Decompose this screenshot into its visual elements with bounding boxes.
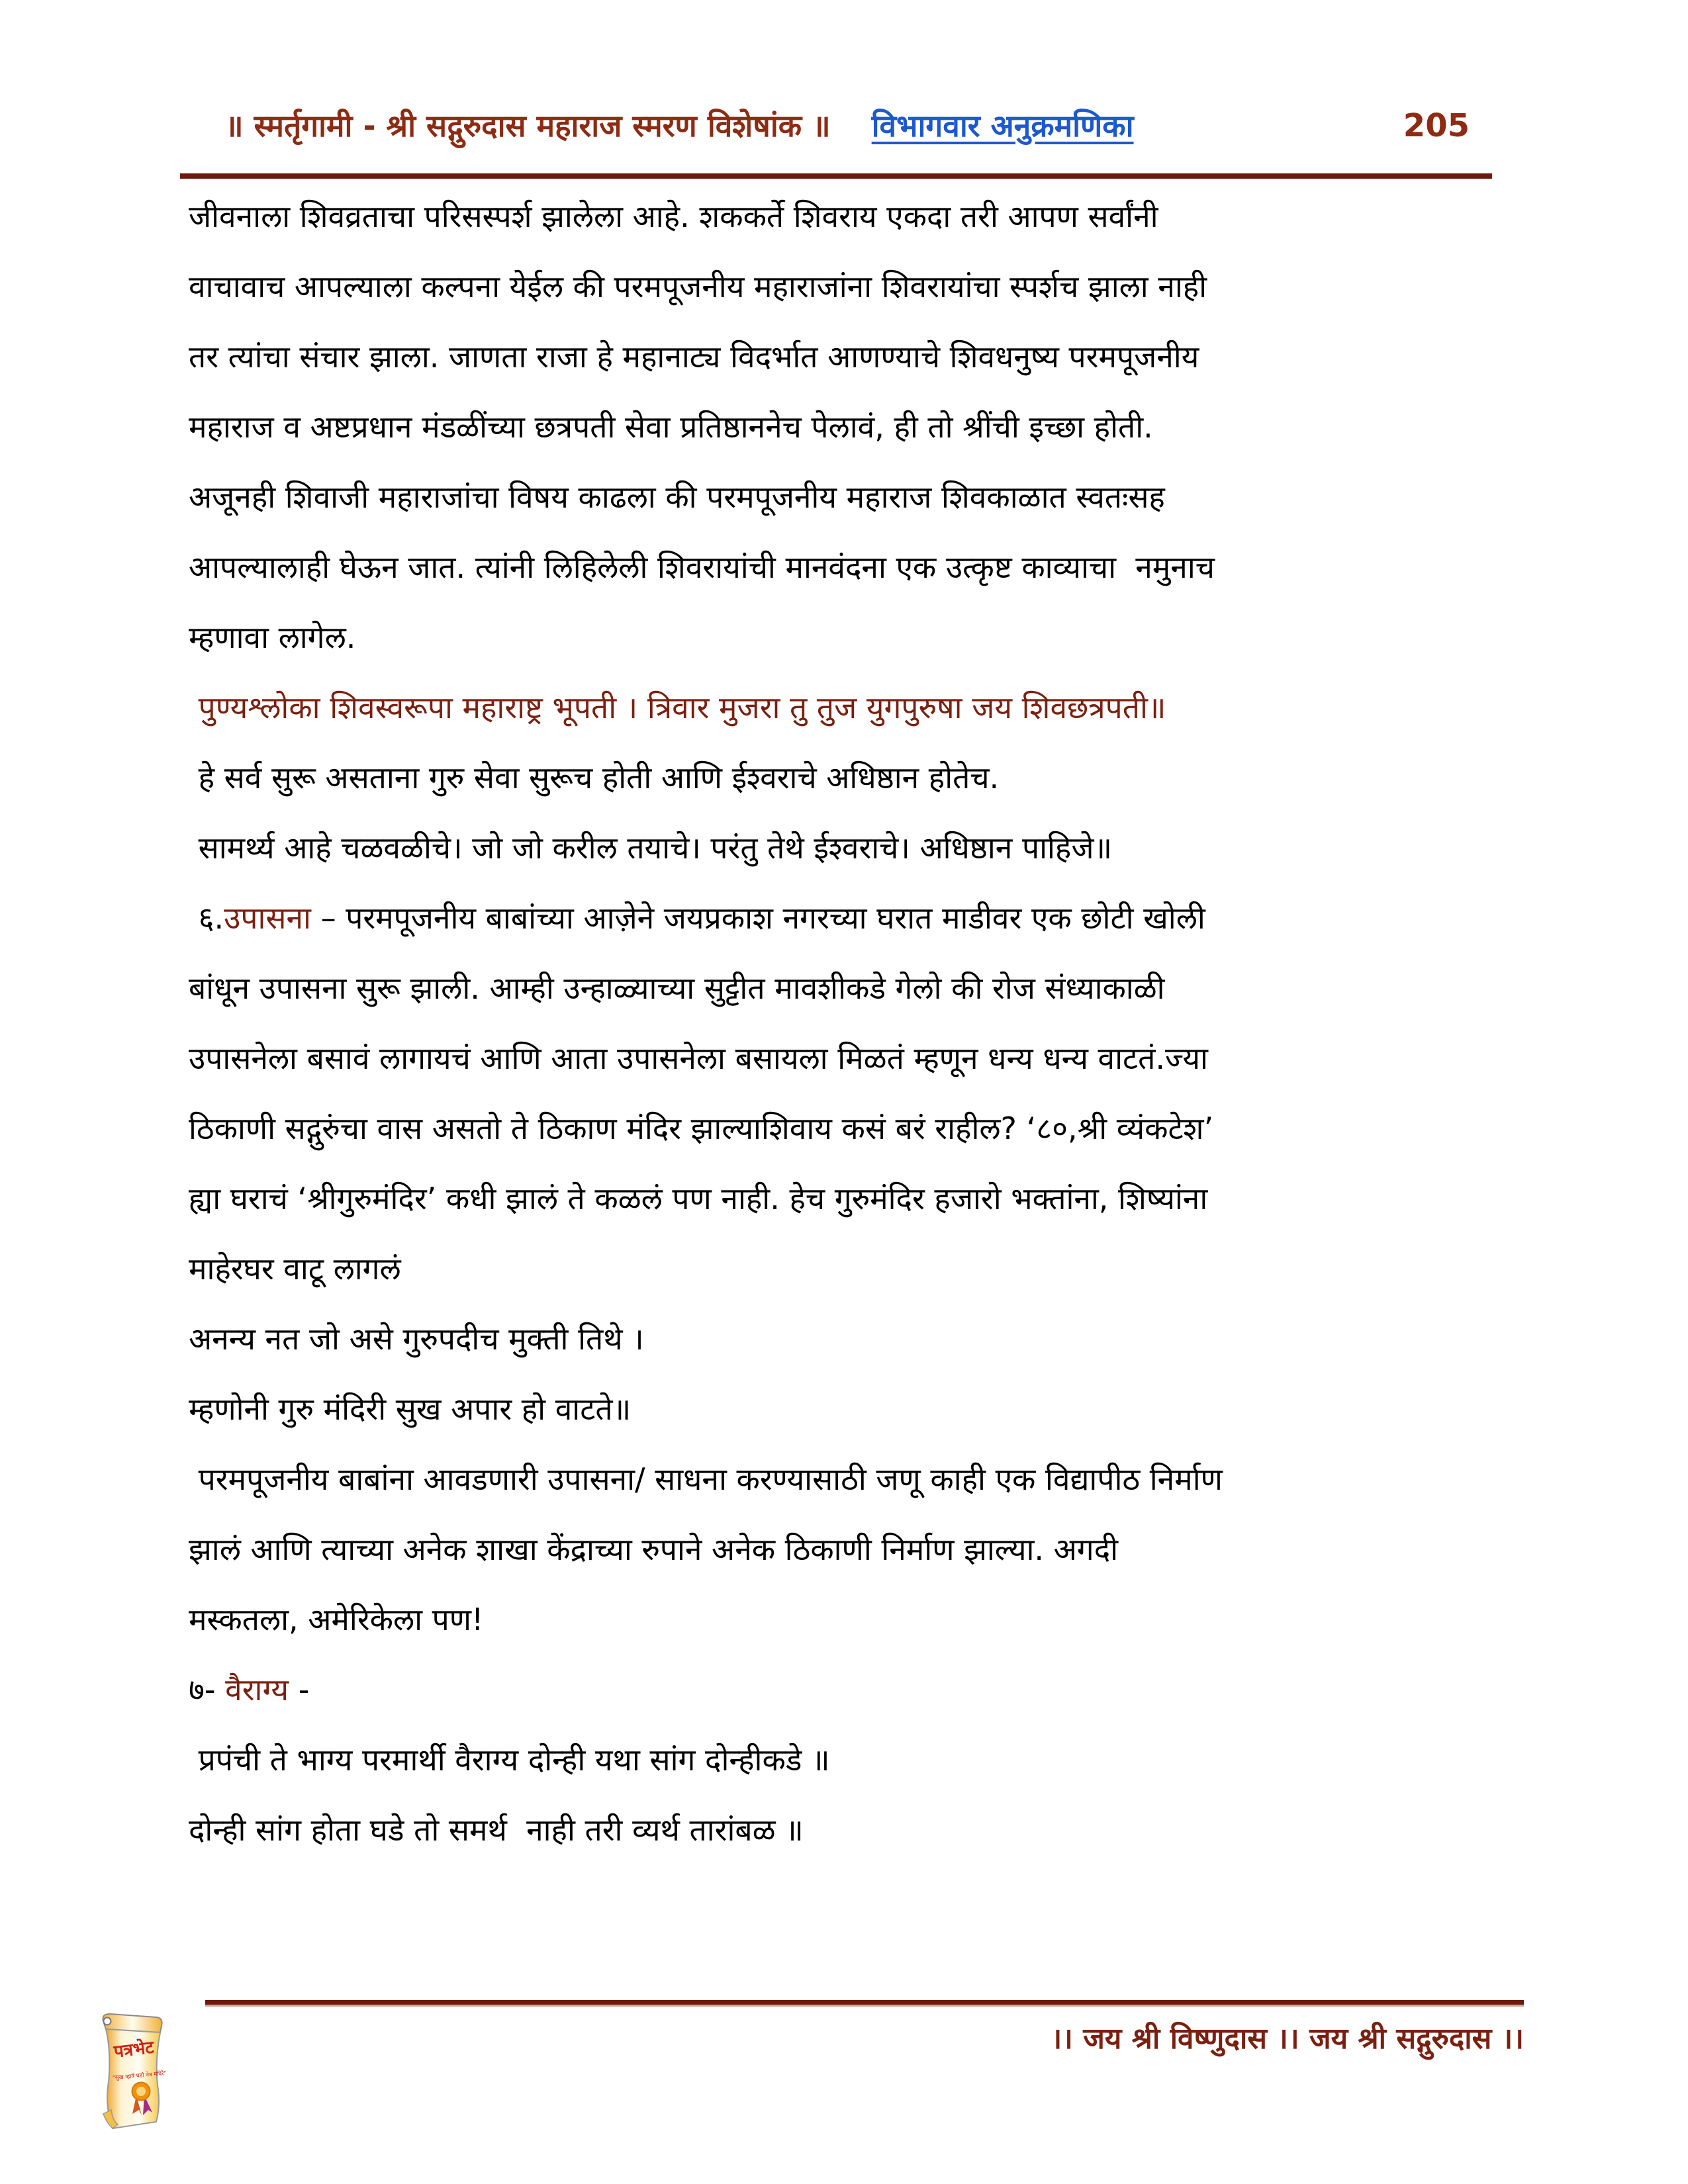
footer-divider xyxy=(205,2000,1524,2007)
text-line xyxy=(189,532,1526,602)
text-segment: मस्कतला, अमेरिकेला पण! xyxy=(189,1602,484,1637)
page-header xyxy=(225,105,1470,146)
text-line xyxy=(189,251,1526,322)
text-segment: - xyxy=(289,1672,310,1707)
text-segment: आपल्यालाही घेऊन जात. त्यांनी लिहिलेली शिवरायांची मानवंदना एक उत्कृष्ट काव्याचा नमुनाच xyxy=(189,549,1215,585)
text-line xyxy=(189,743,1526,813)
logo-title: पत्रभेट xyxy=(113,2037,156,2062)
text-line xyxy=(189,1234,1526,1304)
text-segment: ६. xyxy=(189,900,224,936)
text-segment: उपासनेला बसावं लागायचं आणि आता उपासनेला बसायला मिळतं म्हणून धन्य धन्य वाटतं.ज्या xyxy=(189,1040,1208,1076)
text-line xyxy=(189,1444,1526,1514)
body-text xyxy=(189,181,1526,1865)
text-line xyxy=(189,1093,1526,1163)
text-line xyxy=(189,1655,1526,1725)
text-segment: ७- xyxy=(189,1672,226,1707)
text-line xyxy=(189,1514,1526,1584)
text-segment: झालं आणि त्याच्या अनेक शाखा केंद्राच्या रुपाने अनेक ठिकाणी निर्माण झाल्या. अगदी xyxy=(189,1531,1119,1567)
text-segment: बांधून उपासना सुरू झाली. आम्ही उन्हाळ्याच्या सुट्टीत मावशीकडे गेलो की रोज संध्याकाळी xyxy=(189,970,1165,1006)
text-segment: दोन्ही सांग होता घडे तो समर्थ नाही तरी व्यर्थ तारांबळ ॥ xyxy=(189,1812,804,1848)
text-line xyxy=(189,181,1526,251)
logo-tagline: "सुख व्हावे घडो नेत्र मंदिरे" xyxy=(112,2070,167,2082)
text-line xyxy=(189,1023,1526,1093)
text-line xyxy=(189,953,1526,1023)
text-segment: म्हणोनी गुरु मंदिरी सुख अपार हो वाटते॥ xyxy=(189,1391,632,1427)
text-segment: अजूनही शिवाजी महाराजांचा विषय काढला की परमपूजनीय महाराज शिवकाळात स्वतःसह xyxy=(189,479,1165,515)
page-title: ॥ स्मर्तृगामी - श्री सद्गुरुदास महाराज स्मरण विशेषांक ॥ xyxy=(225,108,831,144)
text-segment: महाराज व अष्टप्रधान मंडळींच्या छत्रपती सेवा प्रतिष्ठाननेच पेलावं, ही तो श्रींची इच्छा होती. xyxy=(189,409,1153,445)
text-segment: सामर्थ्य आहे चळवळीचे। जो जो करील तयाचे। परंतु तेथे ईश्वराचे। अधिष्ठान पाहिजे॥ xyxy=(189,830,1113,866)
text-segment: म्हणावा लागेल. xyxy=(189,619,356,655)
text-segment: तर त्यांचा संचार झाला. जाणता राजा हे महानाट्य विदर्भात आणण्याचे शिवधनुष्य परमपूजनीय xyxy=(189,339,1199,375)
text-segment: माहेरघर वाटू लागलं xyxy=(189,1251,401,1287)
text-line xyxy=(189,813,1526,883)
footer-blessing: ।। जय श्री विष्णुदास ।। जय श्री सद्गुरुदास ।। xyxy=(1051,2022,1524,2056)
text-line xyxy=(189,1374,1526,1444)
text-segment: हे सर्व सुरू असताना गुरु सेवा सुरूच होती आणि ईश्वराचे अधिष्ठान होतेच. xyxy=(189,760,1000,796)
text-line xyxy=(189,1584,1526,1655)
text-line xyxy=(189,462,1526,532)
text-segment: अनन्य नत जो असे गुरुपदीच मुक्ती तिथे । xyxy=(189,1321,644,1357)
text-segment: ठिकाणी सद्गुरुंचा वास असतो ते ठिकाण मंदिर झाल्याशिवाय कसं बरं राहील? ‘८०,श्री व्यंकटेश’ xyxy=(189,1111,1214,1146)
text-segment: – परमपूजनीय बाबांच्या आज़ेने जयप्रकाश नगरच्या घरात माडीवर एक छोटी खोली xyxy=(310,900,1205,936)
text-segment: प्रपंची ते भाग्य परमार्थी वैराग्य दोन्ही यथा सांग दोन्हीकडे ॥ xyxy=(189,1742,830,1778)
footer-divider-dark-line xyxy=(205,2000,1524,2005)
accent-text-segment: पुण्यश्लोका शिवस्वरूपा महाराष्ट्र भूपती । त्रिवार मुजरा तु तुज युगपुरुषा जय शिवछत्रपती॥ xyxy=(189,690,1166,725)
text-line xyxy=(189,1725,1526,1795)
text-line xyxy=(189,1163,1526,1234)
text-line xyxy=(189,1795,1526,1865)
text-line xyxy=(189,1304,1526,1374)
footer-divider-light-line xyxy=(205,2005,1524,2007)
text-line xyxy=(189,602,1526,672)
header-divider xyxy=(180,173,1492,179)
text-segment: परमपूजनीय बाबांना आवडणारी उपासना/ साधना करण्यासाठी जणू काही एक विद्यापीठ निर्माण xyxy=(189,1461,1223,1497)
text-line xyxy=(189,392,1526,462)
accent-text-segment: वैराग्य xyxy=(225,1672,289,1707)
toc-link[interactable]: विभागवार अनुक्रमणिका xyxy=(871,108,1134,144)
page-number: 205 xyxy=(1403,107,1470,144)
patrabhet-logo xyxy=(83,2011,176,2140)
accent-text-segment: उपासना xyxy=(224,900,311,936)
scroll-curl-hole xyxy=(104,2018,111,2025)
text-line xyxy=(189,322,1526,392)
text-line xyxy=(189,672,1526,743)
text-segment: जीवनाला शिवव्रताचा परिसस्पर्श झालेला आहे. शककर्ते शिवराय एकदा तरी आपण सर्वांनी xyxy=(189,199,1158,234)
text-segment: वाचावाच आपल्याला कल्पना येईल की परमपूजनीय महाराजांना शिवरायांचा स्पर्शच झाला नाही xyxy=(189,269,1207,304)
text-segment: ह्या घराचं ‘श्रीगुरुमंदिर’ कधी झालं ते कळलं पण नाही. हेच गुरुमंदिर हजारो भक्तांना, शिष्यांना xyxy=(189,1181,1208,1216)
scroll-icon xyxy=(83,2011,176,2140)
text-line xyxy=(189,883,1526,953)
